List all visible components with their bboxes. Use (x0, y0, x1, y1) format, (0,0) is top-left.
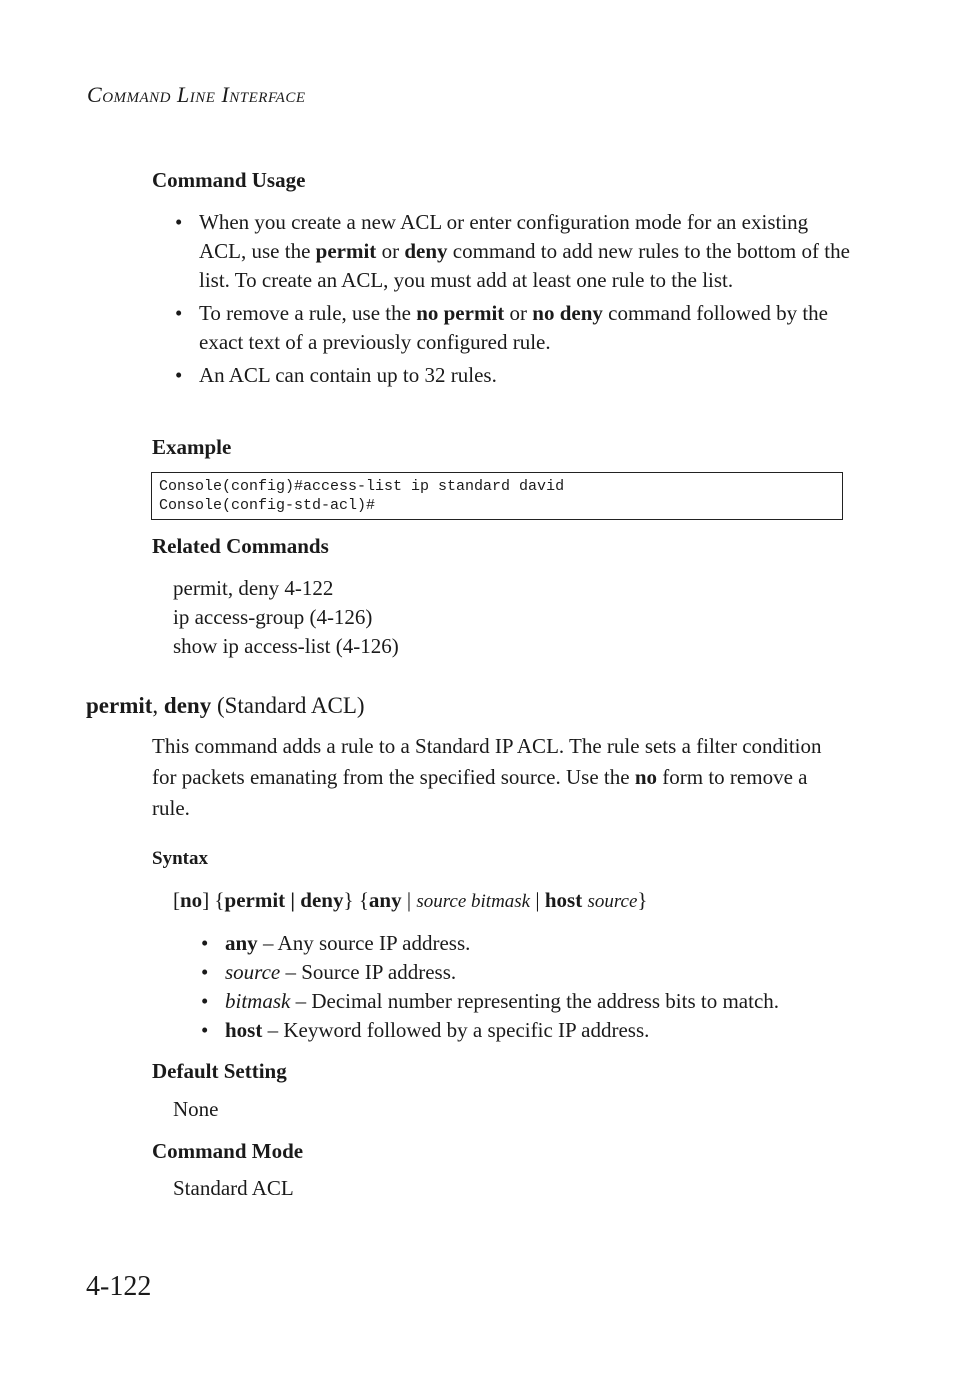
running-header-ommand: OMMAND (102, 90, 172, 106)
running-header-l: L (177, 82, 190, 107)
syntax-line: [no] {permit | deny} {any | source bitmask | host source} (173, 888, 648, 912)
usage-item: • To remove a rule, use the no permit or no deny command followed by the exact text of a previously configured rule. (173, 299, 853, 357)
usage-list (173, 208, 853, 390)
code-example (151, 472, 843, 520)
running-header (87, 82, 306, 108)
parameter-item: • any – Any source IP address. (199, 929, 859, 958)
command-usage-heading: Command Usage (152, 168, 306, 192)
related-commands-heading: Related Commands (152, 534, 329, 558)
usage-item: • An ACL can contain up to 32 rules. (173, 361, 853, 390)
command-mode-heading: Command Mode (152, 1139, 304, 1163)
default-setting-value: None (173, 1097, 219, 1121)
page-number: 4-122 (86, 1271, 152, 1302)
example-heading: Example (152, 435, 232, 459)
parameter-item: • bitmask – Decimal number representing the address bits to match. (199, 987, 859, 1016)
default-setting-heading: Default Setting (152, 1059, 287, 1083)
running-header-ine: INE (189, 90, 216, 106)
section-title: permit, deny (Standard ACL) (86, 693, 365, 718)
code-line: Console(config-std-acl)# (159, 497, 376, 514)
command-mode-value: Standard ACL (173, 1176, 294, 1200)
running-header-nterface: NTERFACE (229, 90, 306, 106)
usage-item: • When you create a new ACL or enter configuration mode for an existing ACL, use the permit or deny command to add new rules to the bottom of the list. To create an ACL, you must add at least one rule to the list. (173, 208, 853, 295)
related-command: show ip access-list (4-126) (173, 634, 399, 658)
section-description: This command adds a rule to a Standard IP ACL. The rule sets a filter condition for packets emanating from the specified source. Use the no form to remove a rule. (152, 734, 822, 820)
related-commands-list (173, 574, 399, 661)
code-line: Console(config)#access-list ip standard david (159, 478, 565, 495)
running-header-i: I (221, 82, 230, 107)
syntax-heading: Syntax (152, 848, 208, 869)
related-command: permit, deny 4-122 (173, 576, 334, 600)
running-header-c: C (87, 82, 103, 107)
parameter-item: • source – Source IP address. (199, 958, 859, 987)
related-command: ip access-group (4-126) (173, 605, 373, 629)
parameter-list (199, 929, 859, 1045)
parameter-item: • host – Keyword followed by a specific IP address. (199, 1016, 859, 1045)
